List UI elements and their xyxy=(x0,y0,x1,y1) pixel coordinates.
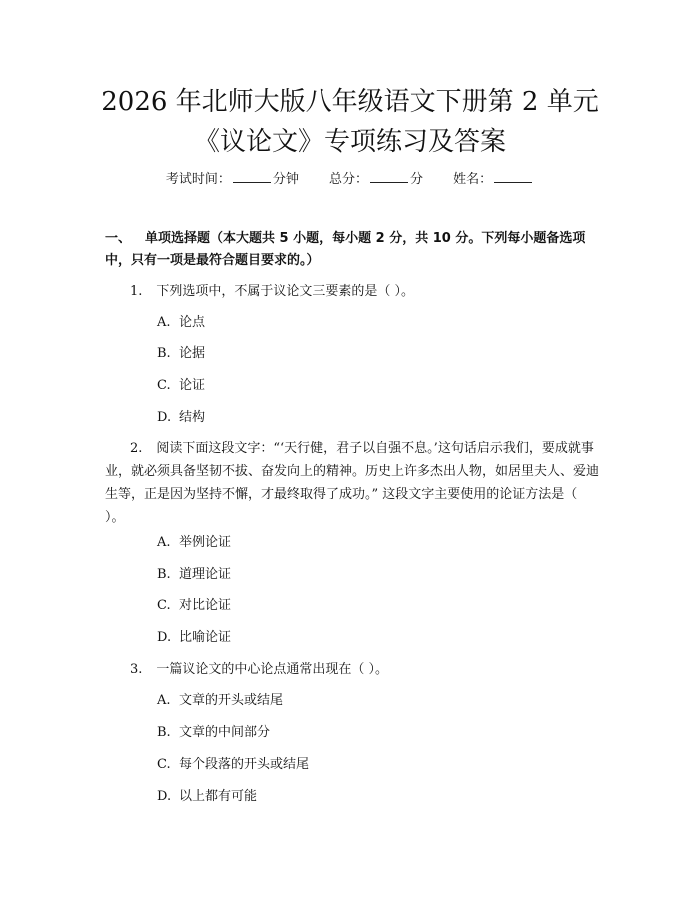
section-header xyxy=(105,228,600,272)
option-letter: B. xyxy=(157,346,171,361)
exam-time-blank xyxy=(233,168,271,183)
question-2-option-d xyxy=(157,628,231,648)
question-3 xyxy=(105,658,600,681)
document-title-line-1: 2026 年北师大版八年级语文下册第 2 单元 xyxy=(101,87,599,117)
exam-score-unit: 分 xyxy=(410,172,424,187)
option-text: 结构 xyxy=(179,410,206,425)
exam-score-blank xyxy=(370,168,408,183)
exam-time-unit: 分钟 xyxy=(272,172,299,187)
exam-name-label: 姓名： xyxy=(453,172,493,187)
option-text: 以上都有可能 xyxy=(179,789,258,804)
option-letter: A. xyxy=(157,535,171,550)
option-letter: C. xyxy=(157,598,171,613)
option-text: 比喻论证 xyxy=(179,630,232,645)
question-1 xyxy=(105,280,600,303)
question-2 xyxy=(105,437,600,529)
question-1-option-c xyxy=(157,376,205,396)
option-text: 每个段落的开头或结尾 xyxy=(179,757,310,772)
option-text: 论点 xyxy=(179,315,206,330)
option-letter: D. xyxy=(157,410,172,425)
question-2-option-b xyxy=(157,565,231,585)
question-number: 1. xyxy=(130,284,143,299)
exam-name-field xyxy=(453,172,534,187)
question-1-option-d xyxy=(157,408,205,428)
exam-name-blank xyxy=(494,168,532,183)
option-letter: A. xyxy=(157,693,171,708)
document-title-line-2: 《议论文》专项练习及答案 xyxy=(193,127,506,157)
option-text: 对比论证 xyxy=(179,598,232,613)
option-letter: C. xyxy=(157,757,171,772)
option-letter: B. xyxy=(157,725,171,740)
question-text: 下列选项中，不属于议论文三要素的是（ ）。 xyxy=(156,284,415,299)
option-text: 论证 xyxy=(179,378,206,393)
exam-score-label: 总分： xyxy=(328,172,368,187)
question-2-option-c xyxy=(157,596,231,616)
option-text: 举例论证 xyxy=(179,535,232,550)
question-3-option-b xyxy=(157,723,270,743)
question-text: 阅读下面这段文字：“‘天行健，君子以自强不息。’这句话启示我们，要成就事业，就必须具备坚韧不拔、奋发向上的精神。历史上许多杰出人物，如居里夫人、爱迪生等，正是因为坚持不懈，才最终取得了成功。” 这段文字主要使用的论证方法是（ ）。 xyxy=(105,441,600,525)
question-1-option-a xyxy=(157,313,205,333)
exam-time-field xyxy=(166,172,303,187)
question-3-option-d xyxy=(157,787,257,807)
question-1-option-b xyxy=(157,344,205,364)
exam-score-field xyxy=(329,172,427,187)
question-text: 一篇议论文的中心论点通常出现在（ ）。 xyxy=(156,662,389,677)
question-number: 2. xyxy=(130,441,143,456)
option-letter: D. xyxy=(157,789,172,804)
section-number: 一、 xyxy=(105,231,132,246)
question-2-option-a xyxy=(157,533,231,553)
option-letter: D. xyxy=(157,630,172,645)
exam-info xyxy=(0,168,700,190)
question-3-option-c xyxy=(157,755,309,775)
option-text: 道理论证 xyxy=(179,567,232,582)
option-text: 论据 xyxy=(179,346,206,361)
question-3-option-a xyxy=(157,691,283,711)
question-number: 3. xyxy=(130,662,143,677)
exam-time-label: 考试时间： xyxy=(165,172,231,187)
section-text: 单项选择题（本大题共 5 小题，每小题 2 分，共 10 分。下列每小题备选项中，只有一项是最符合题目要求的。） xyxy=(105,231,586,268)
option-letter: A. xyxy=(157,315,171,330)
option-text: 文章的开头或结尾 xyxy=(179,693,284,708)
option-text: 文章的中间部分 xyxy=(179,725,271,740)
option-letter: C. xyxy=(157,378,171,393)
option-letter: B. xyxy=(157,567,171,582)
